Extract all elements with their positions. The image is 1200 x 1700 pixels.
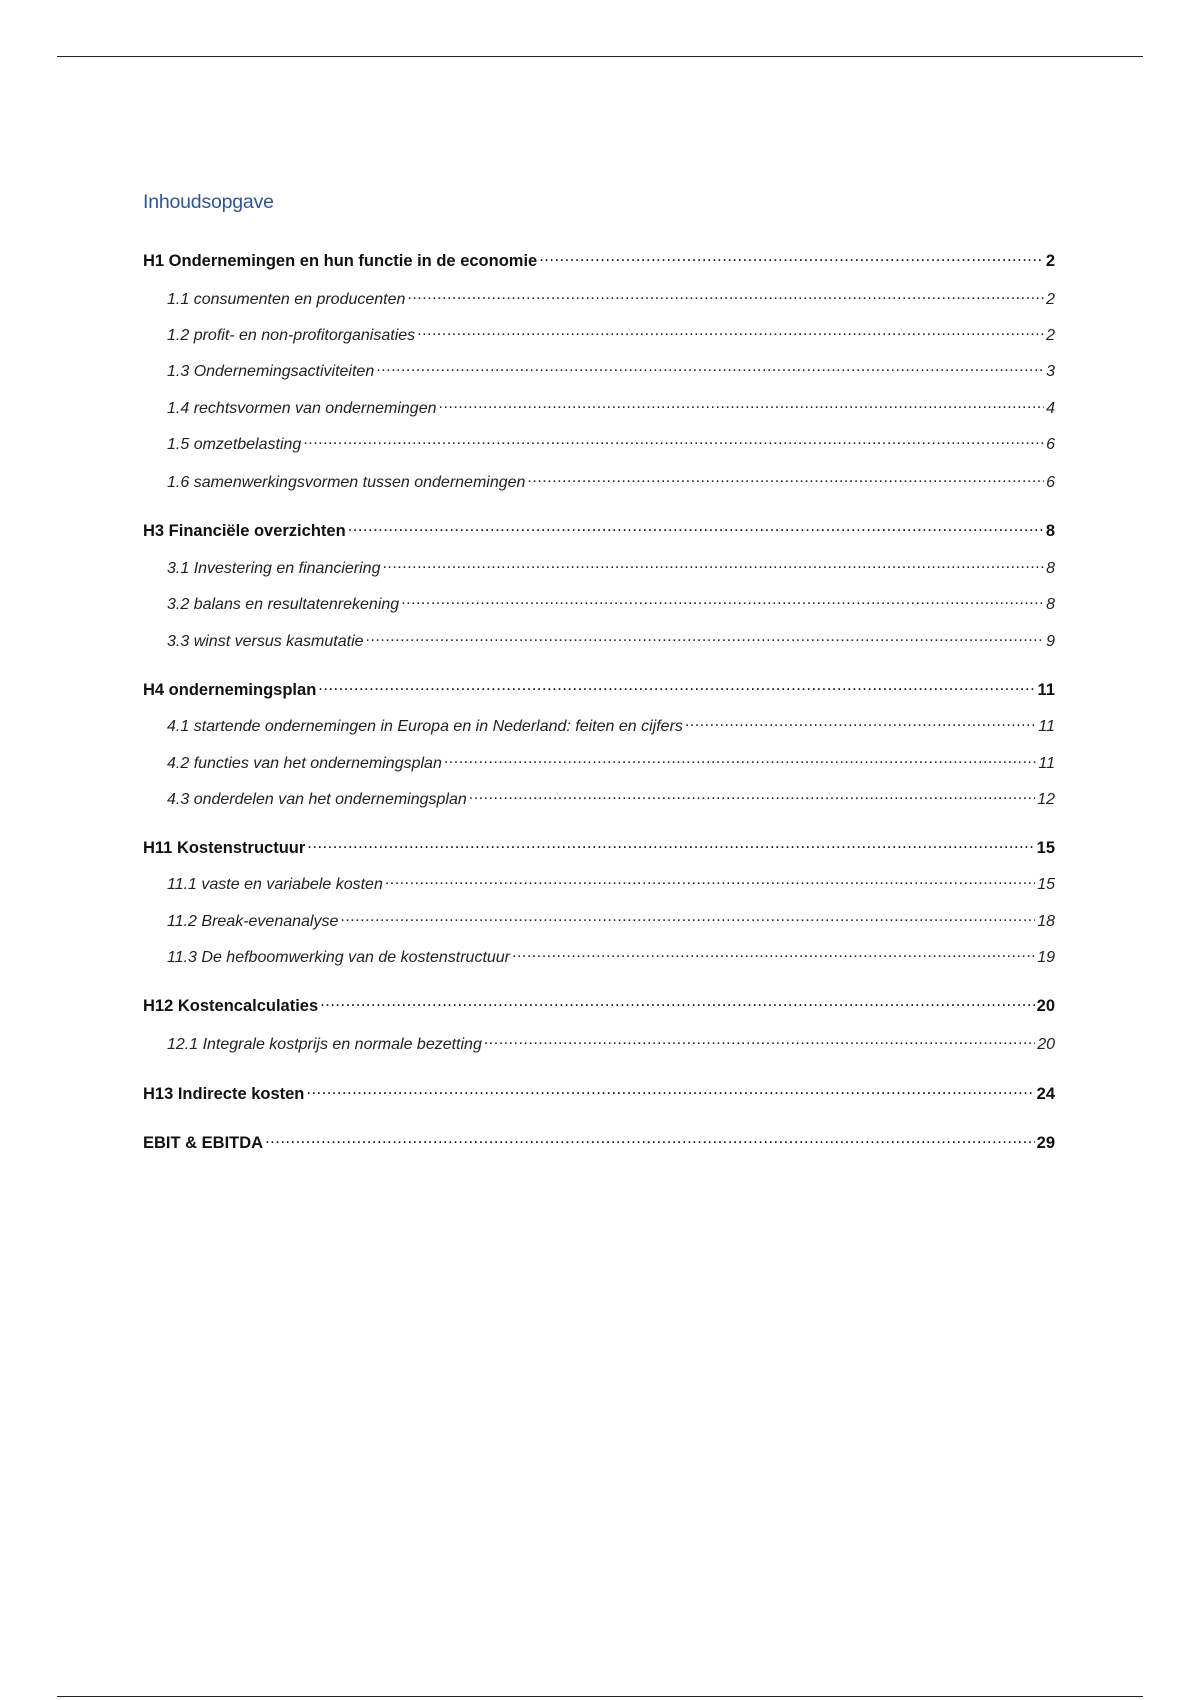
toc-entry-text: 11.1 vaste en variabele kosten [167, 875, 383, 893]
toc-page-number: 18 [1037, 912, 1055, 930]
toc-entry-3-3[interactable] [167, 628, 1055, 651]
footer-rule [57, 1696, 1143, 1697]
toc-dot-leader [527, 469, 1044, 487]
toc-entry-text: 4.2 functies van het ondernemingsplan [167, 754, 442, 772]
toc-entry-4-2[interactable] [167, 750, 1055, 773]
toc-entry-text: 1.2 profit- en non-profitorganisaties [167, 326, 416, 344]
toc-dot-leader [444, 750, 1037, 768]
toc-page-number: 6 [1046, 473, 1055, 491]
toc-entry-text: 1.6 samenwerkingsvormen tussen ondernemingen [167, 473, 526, 491]
toc-entry-h13[interactable] [143, 1081, 1055, 1104]
toc-page-number: 11 [1038, 754, 1055, 772]
toc-dot-leader [407, 286, 1044, 304]
toc-page-number: 4 [1046, 399, 1055, 417]
toc-dot-leader [484, 1031, 1035, 1049]
toc-entry-text: H13 Indirecte kosten [143, 1085, 305, 1104]
toc-page-number: 19 [1037, 948, 1055, 966]
toc-entry-11-2[interactable] [167, 908, 1055, 931]
toc-entry-text: EBIT & EBITDA [143, 1134, 264, 1153]
toc-entry-h4[interactable] [143, 677, 1055, 700]
toc-page-number: 2 [1045, 252, 1055, 271]
toc-page-number: 24 [1036, 1085, 1055, 1104]
toc-page-number: 15 [1037, 875, 1055, 893]
toc-entry-text: 11.2 Break-evenanalyse [167, 912, 339, 930]
toc-entry-text: 1.4 rechtsvormen van ondernemingen [167, 399, 437, 417]
toc-page-number: 11 [1038, 717, 1055, 735]
toc-dot-leader [385, 871, 1035, 889]
toc-page-number: 8 [1046, 559, 1055, 577]
toc-entry-text: 12.1 Integrale kostprijs en normale bezetting [167, 1035, 482, 1053]
toc-entry-text: H12 Kostencalculaties [143, 997, 319, 1016]
toc-entry-3-2[interactable] [167, 591, 1055, 614]
toc-dot-leader [265, 1130, 1035, 1148]
toc-page-number: 11 [1037, 681, 1055, 700]
toc-entry-4-3[interactable] [167, 786, 1055, 809]
toc-entry-h3[interactable] [143, 518, 1055, 541]
toc-entry-text: H4 ondernemingsplan [143, 681, 317, 700]
toc-page-number: 20 [1037, 1035, 1055, 1053]
toc-page-number: 29 [1036, 1134, 1055, 1153]
toc-dot-leader [417, 322, 1044, 340]
toc-dot-leader [539, 248, 1044, 266]
toc-dot-leader [306, 1081, 1034, 1099]
toc-entry-h1[interactable] [143, 248, 1055, 271]
toc-page-number: 3 [1046, 362, 1055, 380]
toc-entry-1-1[interactable] [167, 286, 1055, 309]
toc-entry-h12[interactable] [143, 993, 1055, 1016]
toc-page-number: 20 [1036, 997, 1055, 1016]
toc-page-number: 15 [1036, 839, 1055, 858]
toc-entry-1-2[interactable] [167, 322, 1055, 345]
toc-dot-leader [469, 786, 1035, 804]
toc-page-number: 8 [1045, 522, 1055, 541]
toc-entry-1-3[interactable] [167, 358, 1055, 381]
toc-dot-leader [320, 993, 1034, 1011]
toc-entry-text: H1 Ondernemingen en hun functie in de economie [143, 252, 538, 271]
toc-dot-leader [303, 431, 1044, 449]
toc-entry-ebit[interactable] [143, 1130, 1055, 1153]
toc-page-number: 6 [1046, 435, 1055, 453]
toc-entry-text: 1.3 Ondernemingsactiviteiten [167, 362, 375, 380]
toc-entry-text: 3.1 Investering en financiering [167, 559, 381, 577]
toc-dot-leader [401, 591, 1044, 609]
toc-entry-1-5[interactable] [167, 431, 1055, 454]
toc-dot-leader [348, 518, 1044, 536]
toc-entry-text: 1.5 omzetbelasting [167, 435, 302, 453]
toc-title: Inhoudsopgave [143, 191, 274, 213]
toc-dot-leader [685, 713, 1037, 731]
toc-dot-leader [340, 908, 1035, 926]
toc-entry-11-1[interactable] [167, 871, 1055, 894]
toc-page-number: 2 [1046, 290, 1055, 308]
toc-entry-text: 3.3 winst versus kasmutatie [167, 632, 364, 650]
toc-entry-12-1[interactable] [167, 1031, 1055, 1054]
toc-dot-leader [307, 835, 1034, 853]
toc-entry-text: 11.3 De hefboomwerking van de kostenstructuur [167, 948, 511, 966]
toc-entry-4-1[interactable] [167, 713, 1055, 736]
toc-dot-leader [382, 555, 1044, 573]
toc-page-number: 12 [1037, 790, 1055, 808]
toc-dot-leader [512, 944, 1035, 962]
toc-entry-1-4[interactable] [167, 395, 1055, 418]
toc-page-number: 8 [1046, 595, 1055, 613]
toc-dot-leader [318, 677, 1035, 695]
toc-dot-leader [366, 628, 1045, 646]
toc-entry-text: 4.3 onderdelen van het ondernemingsplan [167, 790, 467, 808]
toc-entry-text: 1.1 consumenten en producenten [167, 290, 406, 308]
toc-entry-h11[interactable] [143, 835, 1055, 858]
toc-entry-text: 4.1 startende ondernemingen in Europa en in Nederland: feiten en cijfers [167, 717, 683, 735]
toc-dot-leader [376, 358, 1044, 376]
toc-page-number: 9 [1046, 632, 1055, 650]
toc-entry-11-3[interactable] [167, 944, 1055, 967]
toc-entry-3-1[interactable] [167, 555, 1055, 578]
toc-entry-text: 3.2 balans en resultatenrekening [167, 595, 400, 613]
toc-entry-text: H3 Financiële overzichten [143, 522, 346, 541]
toc-page-number: 2 [1046, 326, 1055, 344]
toc-dot-leader [439, 395, 1045, 413]
toc-entry-1-6[interactable] [167, 469, 1055, 492]
toc-entry-text: H11 Kostenstructuur [143, 839, 306, 858]
